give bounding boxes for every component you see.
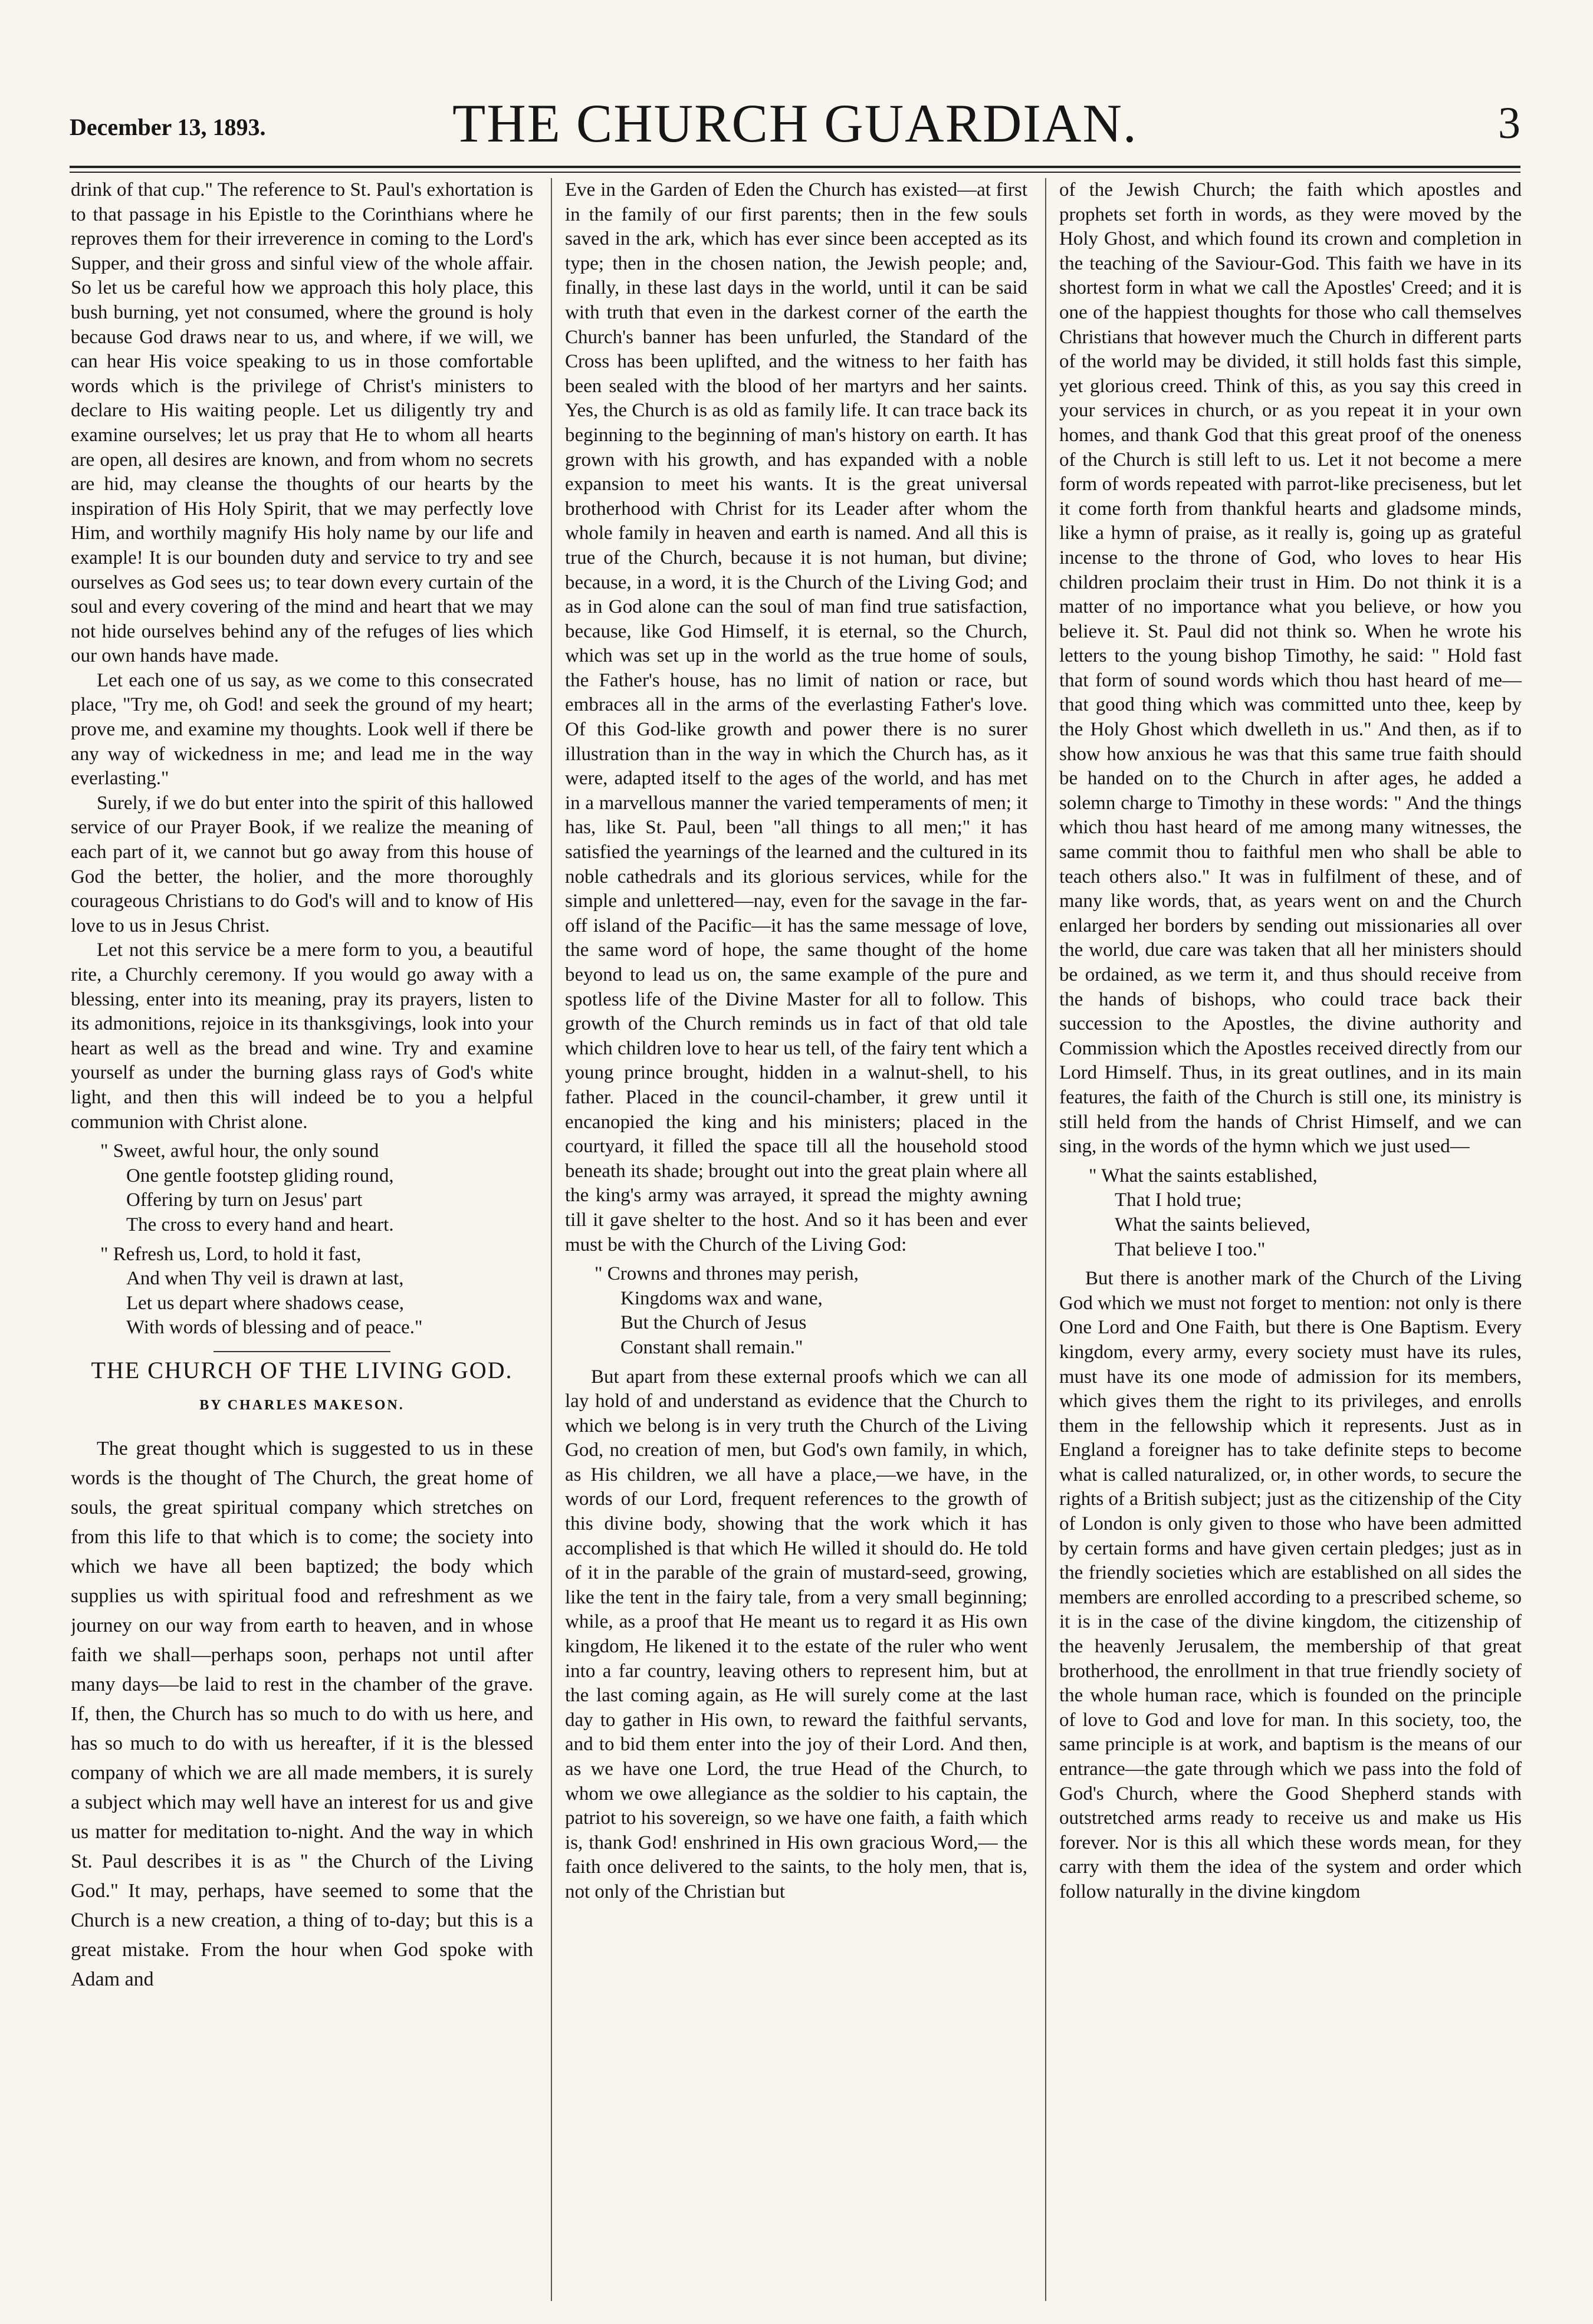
paragraph: of the Jewish Church; the faith which apostles and prophets set forth in words, as they were moved by the Holy Ghost, and which found its crown and completion in the teaching of the Saviour-God. This faith we have in its shortest form in what we call the Apostles' Creed; and it is one of the happiest thoughts for those who call themselves Christians that however much the Church in different parts of the world may be divided, it still holds fast this simple, yet glorious creed. Think of this, as you say this creed in your services in church, or as you repeat it in your own homes, and thank God that this great proof of the oneness of the Church is still left to us. Let it not become a mere form of words repeated with parrot-like preciseness, but let it come forth from thankful hearts and gladsome minds, like a hymn of praise, as it really is, going up as grateful incense to the throne of God, who loves to hear His children proclaim their trust in Him. Do not think it is a matter of no importance what you believe, or how you believe it. St. Paul did not think so. When he wrote his letters to the young bishop Timothy, he said: " Hold fast that form of sound words which thou hast heard of me— that good thing which was committed unto thee, keep by the Holy Ghost which dwelleth in us." And then, as if to show how anxious he was that this same true faith should be handed on to the Church in after ages, he added a solemn charge to Timothy in these words: " And the things which thou hast heard of me among many witnesses, the same commit thou to faithful men who shall be able to teach others also." It was in fulfilment of these, and of many like words, that, as years went on and the Church enlarged her borders by sending out missionaries all over the world, due care was taken that all her ministers should be ordained, as we term it, and thus should receive from the hands of bishops, who could trace back their succession to the Apostles, the divine authority and Commission which the Apostles received directly from our Lord Himself. Thus, in its great outlines, and in its main features, the faith of the Church is still one, its ministry is still held from the hands of Christ Himself, and we can sing, in the words of the hymn which we just used—	[1059, 179, 1522, 1158]
page-header	[70, 88, 1520, 165]
paragraph: drink of that cup." The reference to St. Paul's exhortation is to that passage in his Epistle to the Corinthians where he reproves them for their irreverence in coming to the Lord's Supper, and their gross and sinful view of the whole affair. So let us be careful how we approach this holy place, this bush burning, yet not consumed, where the ground is holy because God draws near to us, and where, if we will, we can hear His voice speaking to us in those comfortable words which is the privilege of Christ's ministers to declare to His waiting people. Let us diligently try and examine ourselves; let us pray that He to whom all hearts are open, all desires are known, and from whom no secrets are hid, may cleanse the thoughts of our hearts by the inspiration of His Holy Spirit, that we may perfectly love Him, and worthily magnify His holy name by our life and example! It is our bounden duty and service to try and see ourselves as God sees us; to tear down every curtain of the soul and every covering of the mind and heart that we may not hide ourselves behind any of the refuges of lies which our own hands have made.	[71, 179, 533, 667]
verse-line: " Crowns and thrones may perish,	[594, 1263, 859, 1285]
verse-line: " Refresh us, Lord, to hold it fast,	[100, 1243, 362, 1265]
column-divider	[551, 178, 552, 2301]
verse-line: That believe I too."	[1115, 1238, 1266, 1260]
verse-line: " What the saints established,	[1089, 1165, 1318, 1186]
hymn-stanza	[1089, 1164, 1522, 1262]
hymn-stanza	[100, 1139, 533, 1237]
paragraph: Let each one of us say, as we come to this consecrated place, "Try me, oh God! and seek the ground of my heart; prove me, and examine my thoughts. Look well if there be any way of wickedness in me; and lead me in the way everlasting."	[71, 669, 533, 790]
masthead-title: THE CHURCH GUARDIAN.	[452, 93, 1138, 153]
article-title: THE CHURCH OF THE LIVING GOD.	[91, 1356, 513, 1383]
paragraph: Let not this service be a mere form to you, a beautiful rite, a Churchly ceremony. If you would go away with a blessing, enter into its meaning, pray its prayers, listen to its admonitions, rejoice in its thanksgivings, look into your heart as well as the bread and wine. Try and examine yourself as under the burning glass rays of God's white light, and then this will indeed be to you a helpful communion with Christ alone.	[71, 939, 533, 1133]
verse-line: With words of blessing and of peace."	[126, 1317, 423, 1339]
hymn-stanza	[100, 1242, 533, 1340]
verse-line: Kingdoms wax and wane,	[620, 1287, 823, 1309]
verse-line: That I hold true;	[1115, 1189, 1242, 1211]
verse-line: Let us depart where shadows cease,	[126, 1292, 404, 1314]
header-rule-thin	[70, 172, 1520, 173]
paragraph: But apart from these external proofs which we can all lay hold of and understand as evidence that the Church to which we belong is in very truth the Church of the Living God, no creation of men, but God's own family, in which, as His children, we all have a place,—we have, in the words of our Lord, frequent references to the growth of this divine body, showing that the work which it has accomplished is that which He willed it should do. He told of it in the parable of the grain of mustard-seed, growing, like the tent in the fairy tale, from a very small beginning; while, as a proof that He meant us to regard it as His own kingdom, He likened it to the estate of the ruler who went into a far country, leaving others to represent him, but at the last coming again, as He will surely come at the last day to gather in His own, to reward the faithful servants, and to bid them enter into the joy of their Lord. And then, as we have one Lord, the true Head of the Church, to whom we owe allegiance as the soldier to his captain, the patriot to his sovereign, so we have one faith, a faith which is, thank God! enshrined in His own gracious Word,— the faith once delivered to the saints, to the holy men, that is, not only of the Christian but	[565, 1366, 1027, 1902]
column-1	[71, 178, 533, 2301]
column-2	[565, 178, 1027, 2301]
verse-line: One gentle footstep gliding round,	[126, 1165, 394, 1186]
verse-line: " Sweet, awful hour, the only sound	[100, 1140, 379, 1162]
verse-line: Offering by turn on Jesus' part	[126, 1189, 363, 1211]
verse-line: What the saints believed,	[1115, 1214, 1310, 1235]
column-divider	[1045, 178, 1046, 2301]
verse-line: But the Church of Jesus	[620, 1312, 807, 1334]
hymn-stanza	[594, 1262, 1027, 1360]
paragraph: The great thought which is suggested to us in these words is the thought of The Church, the great home of souls, the great spiritual company which stretches on from this life to that which is to come; the society into which we have all been baptized; the body which supplies us with spiritual food and refreshment as we journey on our way from earth to heaven, and in whose faith we shall—perhaps soon, perhaps not until after many days—be laid to rest in the chamber of the grave. If, then, the Church has so much to do with us here, and has so much to do with us hereafter, if it is the blessed company of which we are all made members, it is surely a subject which may well have an interest for us and give us matter for meditation to-night. And the way in which St. Paul describes it is as " the Church of the Living God." It may, perhaps, have seemed to some that the Church is a new creation, a thing of to-day; but this is a great mistake. From the hour when God spoke with Adam and	[71, 1438, 533, 1991]
header-rule	[70, 166, 1520, 168]
article-byline: BY CHARLES MAKESON.	[199, 1397, 405, 1413]
paragraph: But there is another mark of the Church of the Living God which we must not forget to mention: not only is there One Lord and One Faith, but there is One Baptism. Every kingdom, every army, every society must have its rules, must have its one mode of admission for its members, which gives them the right to its privileges, and enrolls them in the fellowship which it represents. Just as in England a foreigner has to take definite steps to become what is called naturalized, or, in other words, to secure the rights of a British subject; just as the citizenship of the City of London is only given to those who have been admitted by certain forms and have given certain pledges; just as in the friendly societies which are established on all sides the members are enrolled according to a prescribed scheme, so it is in the case of the divine kingdom, the citizenship of the heavenly Jerusalem, the membership of that great brotherhood, the enrollment in that true friendly society of the whole human race, which is founded on the principle of love to God and love for man. In this society, too, the same principle is at work, and baptism is the means of our entrance—the gate through which we pass into the fold of God's Church, where the Good Shepherd stands with outstretched arms ready to receive us and make us His forever. Nor is this all which these words mean, for they carry with them the idea of the system and order which follow naturally in the divine kingdom	[1059, 1268, 1522, 1902]
section-rule	[214, 1351, 390, 1352]
verse-line: Constant shall remain."	[620, 1336, 803, 1358]
column-3	[1059, 178, 1522, 2301]
verse-line: And when Thy veil is drawn at last,	[126, 1268, 404, 1290]
paragraph: Surely, if we do but enter into the spirit of this hallowed service of our Prayer Book, if we realize the meaning of each part of it, we cannot but go away from this house of God the better, the holier, and the more thoroughly courageous Christians to do God's will and to know of His love to us in Jesus Christ.	[71, 792, 533, 936]
verse-line: The cross to every hand and heart.	[126, 1214, 394, 1235]
page-number: 3	[1498, 98, 1520, 148]
paragraph: Eve in the Garden of Eden the Church has existed—at first in the family of our first parents; then in the few souls saved in the ark, which has ever since been accepted as its type; then in the chosen nation, the Jewish people; and, finally, in these last days in the world, until it can be said with truth that even in the darkest corner of the earth the Church's banner has been unfurled, the Standard of the Cross has been uplifted, and the witness to her faith has been sealed with the blood of her martyrs and her saints. Yes, the Church is as old as family life. It can trace back its beginning to the beginning of man's history on earth. It has grown with his growth, and has expanded with a noble expansion to meet his wants. It is the great universal brotherhood with Christ for its Leader after whom the whole family in heaven and earth is named. And all this is true of the Church, because it is not human, but divine; because, in a word, it is the Church of the Living God; and as in God alone can the soul of man find true satisfaction, because, like God Himself, it is eternal, so the Church, which was set up in the world as the true home of souls, the Father's house, has no limit of nation or race, but embraces all in the arms of the everlasting Father's love. Of this God-like growth and power there is no surer illustration than in the way in which the Church has, as it were, adapted itself to the ages of the world, and has met in a marvellous manner the varied temperaments of men; it has, like St. Paul, been "all things to all men;" it has satisfied the yearnings of the learned and the cultured in its noble cathedrals and its glorious services, while for the simple and unlettered—nay, even for the savage in the far-off island of the Pacific—it has the same message of love, the same word of hope, the same thought of the home beyond to lead us on, the same example of the pure and spotless life of the Divine Master for all to follow. This growth of the Church reminds us in fact of that old tale which children love to hear us tell, of the fairy tent which a young prince brought, hidden in a walnut-shell, to his father. Placed in the council-chamber, it grew until it encanopied the king and his ministers; placed in the courtyard, it filled the space till all the household stood beneath its shade; brought out into the great plain where all the king's army was arrayed, it spread the mighty awning till it gave shelter to the host. And so it has been and ever must be with the Church of the Living God:	[565, 179, 1027, 1255]
issue-date: December 13, 1893.	[70, 114, 266, 140]
